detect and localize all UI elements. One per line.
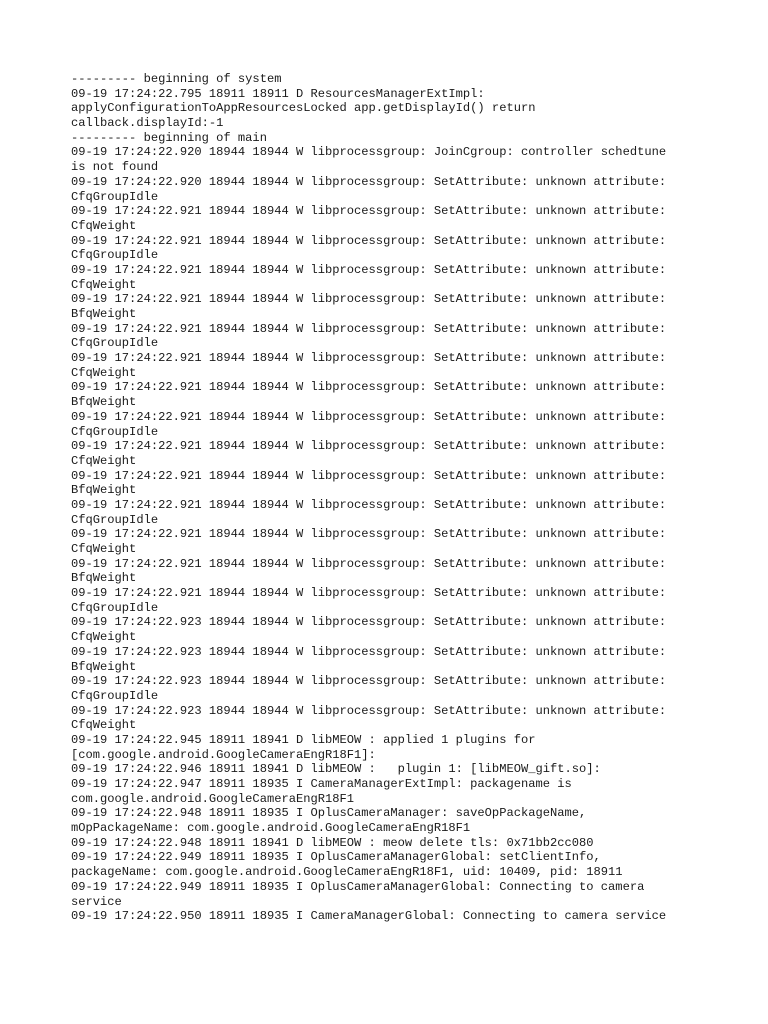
log-line: CfqWeight — [71, 630, 137, 645]
log-line: 09-19 17:24:22.949 18911 18935 I OplusCameraManagerGlobal: setClientInfo, — [71, 850, 601, 865]
log-line: 09-19 17:24:22.921 18944 18944 W libprocessgroup: SetAttribute: unknown attribute: — [71, 321, 667, 336]
log-line: [com.google.android.GoogleCameraEngR18F1]: — [71, 747, 376, 762]
log-line: 09-19 17:24:22.920 18944 18944 W libprocessgroup: JoinCgroup: controller schedtune — [71, 145, 667, 160]
log-line: 09-19 17:24:22.921 18944 18944 W libprocessgroup: SetAttribute: unknown attribute: — [71, 262, 667, 277]
log-line: CfqWeight — [71, 542, 137, 556]
log-line: 09-19 17:24:22.921 18944 18944 W libprocessgroup: SetAttribute: unknown attribute: — [71, 586, 667, 601]
log-line: 09-19 17:24:22.923 18944 18944 W libprocessgroup: SetAttribute: unknown attribute: — [71, 615, 667, 630]
log-line: 09-19 17:24:22.921 18944 18944 W libprocessgroup: SetAttribute: unknown attribute: — [71, 556, 667, 571]
log-line: --------- beginning of system — [71, 72, 282, 86]
log-line: 09-19 17:24:22.948 18911 18935 I OplusCameraManager: saveOpPackageName, — [71, 806, 587, 821]
log-line: 09-19 17:24:22.946 18911 18941 D libMEOW : plugin 1: [libMEOW_gift.so]: — [71, 762, 601, 777]
log-line: CfqWeight — [71, 218, 137, 233]
log-line: 09-19 17:24:22.945 18911 18941 D libMEOW : applied 1 plugins for — [71, 732, 536, 747]
log-line: CfqGroupIdle — [71, 512, 159, 527]
log-line: CfqGroupIdle — [71, 336, 159, 351]
log-line: com.google.android.GoogleCameraEngR18F1 — [71, 791, 355, 806]
log-line: 09-19 17:24:22.921 18944 18944 W libprocessgroup: SetAttribute: unknown attribute: — [71, 439, 667, 454]
log-line: BfqWeight — [71, 395, 137, 410]
log-line: BfqWeight — [71, 571, 137, 586]
log-line: CfqGroupIdle — [71, 424, 159, 439]
log-line: 09-19 17:24:22.921 18944 18944 W libprocessgroup: SetAttribute: unknown attribute: — [71, 497, 667, 512]
log-line: is not found — [71, 160, 159, 175]
log-line: 09-19 17:24:22.920 18944 18944 W libprocessgroup: SetAttribute: unknown attribute: — [71, 174, 667, 189]
log-line: applyConfigurationToAppResourcesLocked app.getDisplayId() return — [71, 101, 536, 116]
log-line: 09-19 17:24:22.795 18911 18911 D ResourcesManagerExtImpl: — [71, 86, 485, 101]
log-line: BfqWeight — [71, 659, 137, 674]
log-line: CfqWeight — [71, 365, 137, 380]
log-line: 09-19 17:24:22.949 18911 18935 I OplusCameraManagerGlobal: Connecting to camera — [71, 879, 645, 894]
log-line: 09-19 17:24:22.921 18944 18944 W libprocessgroup: SetAttribute: unknown attribute: — [71, 351, 667, 366]
log-line: CfqWeight — [71, 718, 137, 733]
log-line: packageName: com.google.android.GoogleCameraEngR18F1, uid: 10409, pid: 18911 — [71, 865, 623, 880]
log-line: CfqWeight — [71, 453, 137, 468]
log-line: 09-19 17:24:22.950 18911 18935 I CameraManagerGlobal: Connecting to camera service — [71, 909, 667, 924]
log-line: 09-19 17:24:22.921 18944 18944 W libprocessgroup: SetAttribute: unknown attribute: — [71, 527, 667, 542]
log-line: CfqGroupIdle — [71, 189, 159, 204]
log-line: --------- beginning of main — [71, 130, 267, 145]
log-line: 09-19 17:24:22.948 18911 18941 D libMEOW : meow delete tls: 0x71bb2cc080 — [71, 835, 594, 850]
log-line: 09-19 17:24:22.923 18944 18944 W libprocessgroup: SetAttribute: unknown attribute: — [71, 644, 667, 659]
log-line: callback.displayId:-1 — [71, 116, 224, 131]
log-line: CfqGroupIdle — [71, 248, 159, 263]
log-line: 09-19 17:24:22.947 18911 18935 I CameraManagerExtImpl: packagename is — [71, 777, 572, 791]
log-line: mOpPackageName: com.google.android.GoogleCameraEngR18F1 — [71, 821, 471, 836]
log-line: 09-19 17:24:22.921 18944 18944 W libprocessgroup: SetAttribute: unknown attribute: — [71, 409, 667, 424]
log-line: 09-19 17:24:22.923 18944 18944 W libprocessgroup: SetAttribute: unknown attribute: — [71, 703, 667, 718]
log-line: BfqWeight — [71, 307, 137, 321]
log-line: 09-19 17:24:22.923 18944 18944 W libprocessgroup: SetAttribute: unknown attribute: — [71, 674, 667, 689]
log-line: BfqWeight — [71, 483, 137, 498]
log-line: CfqWeight — [71, 277, 137, 292]
log-line: 09-19 17:24:22.921 18944 18944 W libprocessgroup: SetAttribute: unknown attribute: — [71, 468, 667, 483]
log-line: 09-19 17:24:22.921 18944 18944 W libprocessgroup: SetAttribute: unknown attribute: — [71, 233, 667, 248]
log-line: CfqGroupIdle — [71, 688, 159, 703]
log-line: 09-19 17:24:22.921 18944 18944 W libprocessgroup: SetAttribute: unknown attribute: — [71, 380, 667, 395]
log-output — [71, 72, 711, 924]
log-line: CfqGroupIdle — [71, 600, 159, 615]
log-line: 09-19 17:24:22.921 18944 18944 W libprocessgroup: SetAttribute: unknown attribute: — [71, 204, 667, 219]
log-line: service — [71, 894, 122, 909]
log-line: 09-19 17:24:22.921 18944 18944 W libprocessgroup: SetAttribute: unknown attribute: — [71, 292, 667, 307]
